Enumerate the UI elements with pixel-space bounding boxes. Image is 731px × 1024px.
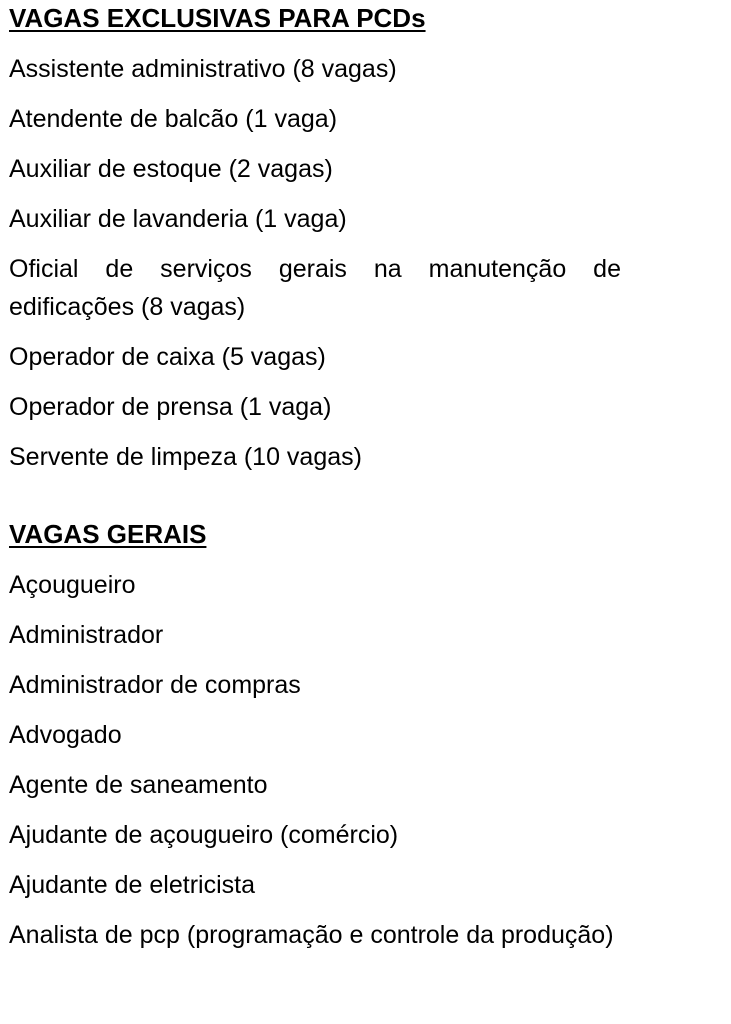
list-item: Oficial de serviços gerais na manutenção de edificações (8 vagas) [9, 255, 621, 321]
list-item: Atendente de balcão (1 vaga) [9, 105, 338, 133]
list-item: Ajudante de eletricista [9, 871, 255, 899]
list-item: Ajudante de açougueiro (comércio) [9, 821, 399, 849]
list-item: Advogado [9, 721, 122, 749]
list-item: Administrador de compras [9, 671, 301, 699]
exclusive-section-title: VAGAS EXCLUSIVAS PARA PCDs [9, 3, 426, 33]
section-spacer [9, 476, 621, 516]
list-item: Operador de caixa (5 vagas) [9, 343, 326, 371]
exclusive-jobs-list [9, 50, 621, 476]
list-item: Servente de limpeza (10 vagas) [9, 443, 362, 471]
list-item: Auxiliar de estoque (2 vagas) [9, 155, 333, 183]
list-item: Operador de prensa (1 vaga) [9, 393, 332, 421]
list-item: Auxiliar de lavanderia (1 vaga) [9, 205, 347, 233]
list-item: Assistente administrativo (8 vagas) [9, 55, 397, 83]
general-jobs-list [9, 566, 621, 954]
list-item: Administrador [9, 621, 164, 649]
document-page [9, 0, 621, 954]
list-item: Agente de saneamento [9, 771, 268, 799]
general-section-title: VAGAS GERAIS [9, 519, 207, 549]
list-item: Açougueiro [9, 571, 136, 599]
list-item: Analista de pcp (programação e controle da produção) [9, 921, 614, 949]
